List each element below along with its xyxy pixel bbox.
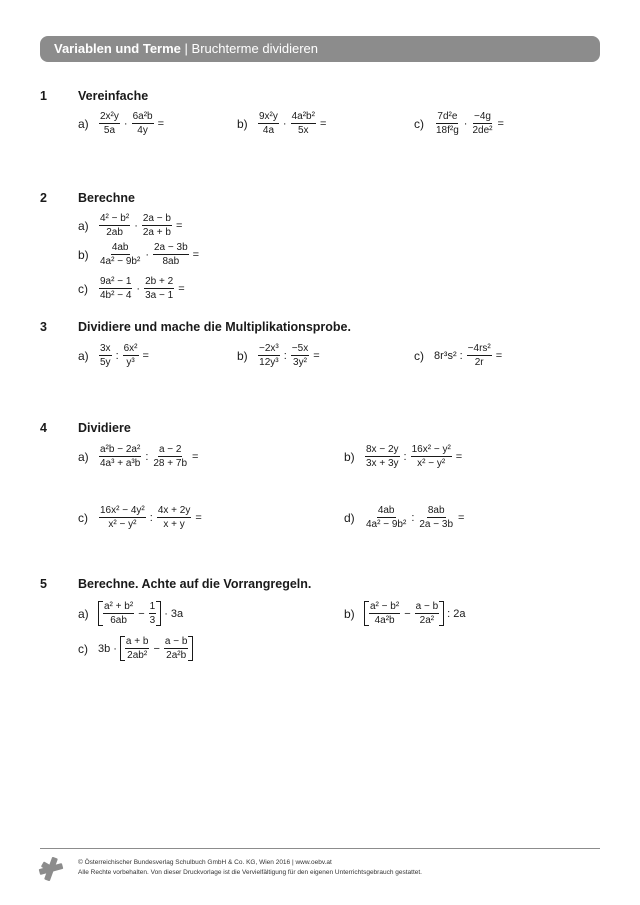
numerator: 2b + 2 — [145, 276, 174, 287]
numerator: −4g — [473, 111, 491, 122]
numerator: 9x²y — [259, 111, 278, 122]
task-2a — [78, 213, 185, 238]
header-subtopic: Bruchterme dividieren — [191, 41, 318, 56]
task-1a — [78, 111, 167, 136]
section-5-number: 5 — [40, 577, 47, 591]
task-label: c) — [414, 116, 424, 131]
equals-sign: = — [313, 349, 320, 362]
denominator: 2a + b — [142, 227, 171, 238]
task-label: a) — [78, 348, 89, 363]
fraction — [132, 111, 154, 136]
numerator: 9a² − 1 — [100, 276, 132, 287]
numerator: a − 2 — [158, 444, 182, 455]
task-3c — [414, 343, 505, 368]
fraction — [153, 242, 189, 267]
numerator: 3x — [100, 343, 111, 354]
fraction — [123, 343, 139, 368]
footer-divider — [40, 848, 600, 849]
numerator: 16x² − y² — [411, 444, 451, 455]
task-label: a) — [78, 606, 89, 621]
operator: · — [282, 117, 287, 130]
fraction — [418, 505, 454, 530]
fraction — [144, 276, 174, 301]
fraction — [157, 505, 192, 530]
numerator: 4ab — [111, 242, 129, 253]
task-label: a) — [78, 116, 89, 131]
fraction — [99, 242, 141, 267]
term: 3b — [98, 642, 111, 655]
denominator: 2a²b — [166, 650, 187, 661]
task-4a — [78, 444, 201, 469]
operator: · — [134, 219, 138, 232]
denominator: 6ab — [110, 615, 127, 626]
fraction — [99, 213, 130, 238]
numerator: 4a²b² — [291, 111, 315, 122]
task-label: d) — [344, 510, 355, 525]
denominator: 8ab — [162, 256, 180, 267]
operator: : — [447, 607, 451, 620]
fraction — [99, 505, 146, 530]
denominator: 4a²b — [374, 615, 395, 626]
denominator: 5x — [297, 125, 309, 136]
task-2c — [78, 276, 188, 301]
section-5-title: Berechne. Achte auf die Vorrangregeln. — [78, 577, 312, 591]
denominator: 4a — [262, 125, 275, 136]
denominator: 4b² − 4 — [100, 290, 132, 301]
fraction — [291, 111, 316, 136]
numerator: a² + b² — [104, 601, 134, 612]
numerator: −4rs² — [467, 343, 491, 354]
numerator: −2x³ — [259, 343, 279, 354]
fraction — [142, 213, 172, 238]
fraction — [467, 343, 492, 368]
fraction — [365, 444, 400, 469]
equals-sign: = — [192, 248, 200, 261]
denominator: x² − y² — [108, 519, 137, 530]
term: 8r³s² — [434, 349, 457, 362]
fraction — [365, 505, 407, 530]
section-1-number: 1 — [40, 89, 47, 103]
denominator: 28 + 7b — [153, 458, 188, 469]
operator: − — [153, 642, 160, 655]
equals-sign: = — [495, 349, 503, 362]
denominator: 3a − 1 — [145, 290, 174, 301]
task-label: b) — [344, 449, 355, 464]
numerator: a − b — [164, 636, 188, 647]
equals-sign: = — [175, 219, 183, 232]
task-label: b) — [237, 348, 248, 363]
equals-sign: = — [497, 117, 504, 130]
fraction — [149, 601, 157, 626]
task-label: c) — [78, 281, 88, 296]
section-3-title: Dividiere und mache die Multiplikationsprobe. — [78, 320, 351, 334]
term: 2a — [453, 607, 466, 620]
equals-sign: = — [178, 282, 185, 295]
denominator: y³ — [126, 357, 135, 368]
operator: · — [463, 117, 468, 130]
fraction — [125, 636, 150, 661]
operator: : — [411, 511, 415, 524]
denominator: 3x + 3y — [366, 458, 399, 469]
numerator: 2x²y — [100, 111, 119, 122]
fraction — [411, 444, 452, 469]
task-3b — [237, 343, 323, 368]
equals-sign: = — [319, 117, 327, 130]
operator: : — [145, 450, 149, 463]
denominator: 12y³ — [259, 357, 279, 368]
fraction — [164, 636, 189, 661]
denominator: 2a − 3b — [419, 519, 454, 530]
numerator: a² − b² — [370, 601, 400, 612]
task-3a — [78, 343, 152, 368]
task-1c — [414, 111, 507, 136]
task-2b — [78, 242, 202, 267]
operator: · — [113, 642, 117, 655]
numerator: 2a − b — [142, 213, 171, 224]
numerator: a − b — [415, 601, 439, 612]
fraction — [99, 276, 132, 301]
header-topic: Variablen und Terme — [54, 41, 181, 56]
denominator: 2r — [474, 357, 484, 368]
denominator: 4y — [137, 125, 148, 136]
equals-sign: = — [142, 349, 149, 362]
fraction — [103, 601, 134, 626]
numerator: 6x² — [123, 343, 138, 354]
fraction — [99, 111, 120, 136]
numerator: 4ab — [377, 505, 395, 516]
operator: · — [145, 248, 149, 261]
denominator: 2de² — [472, 125, 493, 136]
task-4c — [78, 505, 205, 530]
operator: · — [123, 117, 128, 130]
page-header — [40, 36, 600, 62]
fraction — [99, 343, 112, 368]
section-2-title: Berechne — [78, 191, 135, 205]
operator: · — [164, 607, 168, 620]
denominator: 2ab² — [127, 650, 148, 661]
operator: : — [283, 349, 287, 362]
operator: : — [403, 450, 407, 463]
numerator: 8ab — [427, 505, 445, 516]
header-separator: | — [180, 41, 192, 56]
operator: − — [404, 607, 411, 620]
task-label: b) — [78, 247, 89, 262]
term: 3a — [170, 607, 184, 620]
fraction — [258, 111, 279, 136]
numerator: 6a²b — [132, 111, 153, 122]
square-bracket — [98, 601, 161, 626]
operator: : — [149, 511, 153, 524]
numerator: 4x + 2y — [157, 505, 191, 516]
task-4d — [344, 505, 467, 530]
numerator: 16x² − 4y² — [100, 505, 145, 516]
numerator: 2a − 3b — [153, 242, 188, 253]
denominator: 5a — [103, 125, 116, 136]
fraction — [99, 444, 141, 469]
denominator: 2ab — [106, 227, 123, 238]
operator: − — [138, 607, 145, 620]
section-1-title: Vereinfache — [78, 89, 149, 103]
denominator: 4a² − 9b² — [366, 519, 407, 530]
task-label: b) — [344, 606, 355, 621]
task-label: c) — [78, 510, 88, 525]
denominator: 3 — [149, 615, 156, 626]
fraction — [291, 343, 309, 368]
fraction — [471, 111, 493, 136]
task-5a — [78, 601, 183, 626]
fraction — [258, 343, 280, 368]
equals-sign: = — [458, 511, 465, 524]
square-bracket — [364, 601, 444, 626]
square-bracket — [120, 636, 194, 661]
task-label: b) — [237, 116, 248, 131]
section-3-number: 3 — [40, 320, 47, 334]
fraction — [369, 601, 400, 626]
denominator: x² − y² — [417, 458, 446, 469]
footer-copyright: © Österreichischer Bundesverlag Schulbuch GmbH & Co. KG, Wien 2016 | www.oebv.at — [78, 859, 332, 866]
denominator: 3y² — [293, 357, 307, 368]
numerator: 4² − b² — [100, 213, 130, 224]
oebv-logo-icon — [38, 856, 64, 882]
equals-sign: = — [192, 450, 199, 463]
operator: · — [136, 282, 141, 295]
task-4b — [344, 444, 465, 469]
equals-sign: = — [455, 450, 463, 463]
numerator: a²b − 2a² — [100, 444, 141, 455]
numerator: a + b — [125, 636, 149, 647]
task-label: a) — [78, 449, 89, 464]
operator: : — [115, 349, 119, 362]
denominator: x + y — [163, 519, 185, 530]
task-5c — [78, 636, 193, 661]
numerator: 7d²e — [437, 111, 458, 122]
equals-sign: = — [157, 117, 165, 130]
task-label: c) — [78, 641, 88, 656]
fraction — [415, 601, 440, 626]
section-2-number: 2 — [40, 191, 47, 205]
denominator: 18f²g — [436, 125, 459, 136]
fraction — [152, 444, 188, 469]
task-1b — [237, 111, 329, 136]
denominator: 5y — [100, 357, 111, 368]
denominator: 4a² − 9b² — [100, 256, 141, 267]
numerator: 8x − 2y — [366, 444, 399, 455]
operator: : — [459, 349, 463, 362]
numerator: −5x — [291, 343, 309, 354]
denominator: 2a² — [419, 615, 435, 626]
task-label: a) — [78, 218, 89, 233]
equals-sign: = — [195, 511, 202, 524]
denominator: 4a³ + a³b — [100, 458, 141, 469]
task-label: c) — [414, 348, 424, 363]
section-4-number: 4 — [40, 421, 47, 435]
numerator: 1 — [149, 601, 156, 612]
fraction — [435, 111, 460, 136]
footer-rights: Alle Rechte vorbehalten. Von dieser Druckvorlage ist die Vervielfältigung für den eigenen Unterrichtsgebrauch gestattet. — [78, 869, 422, 876]
task-5b — [344, 601, 465, 626]
section-4-title: Dividiere — [78, 421, 131, 435]
